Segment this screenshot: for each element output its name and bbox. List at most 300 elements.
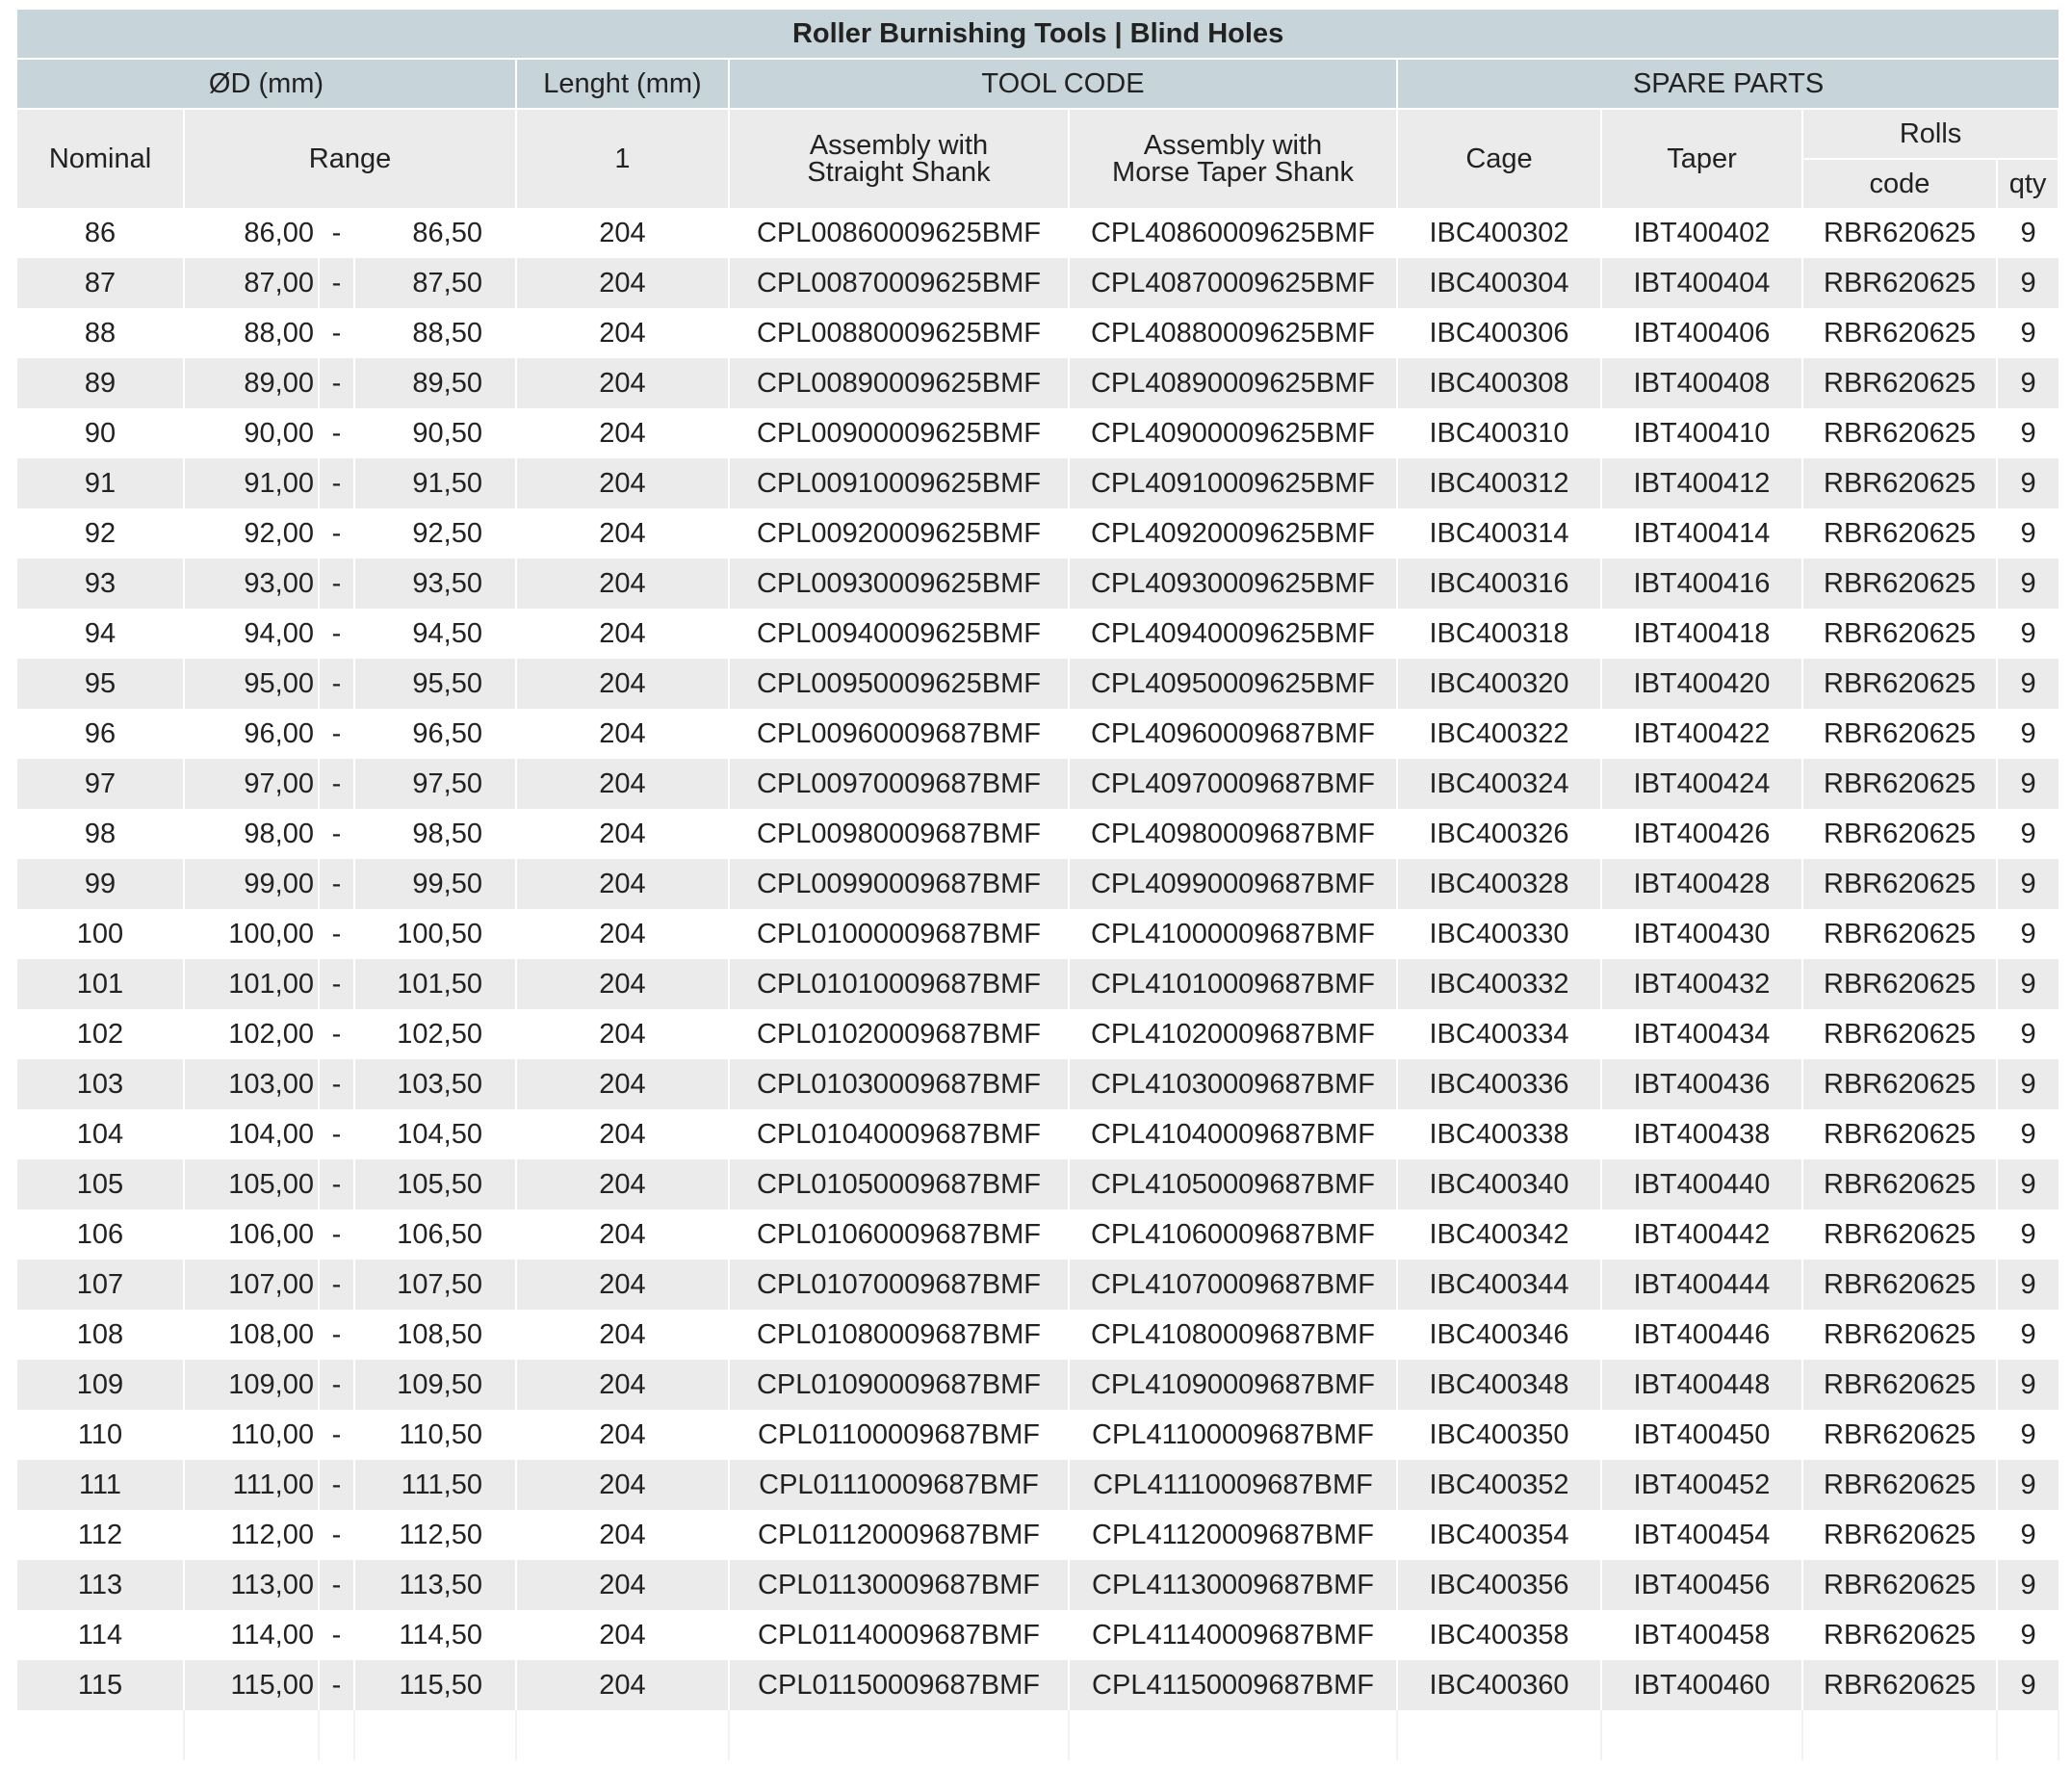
taper-code-cell: IBT400454	[1601, 1510, 1802, 1560]
straight-shank-code-cell: CPL01090009687BMF	[729, 1360, 1069, 1410]
taper-code-cell: IBT400414	[1601, 508, 1802, 559]
straight-shank-code-cell: CPL00950009625BMF	[729, 659, 1069, 709]
taper-code-cell: IBT400426	[1601, 809, 1802, 859]
nominal-cell: 102	[17, 1009, 184, 1059]
table-row	[17, 559, 2059, 609]
table-row	[17, 709, 2059, 759]
rolls-qty-cell: 9	[1997, 358, 2059, 408]
nominal-cell: 112	[17, 1510, 184, 1560]
morse-taper-code-cell: CPL40980009687BMF	[1069, 809, 1397, 859]
rolls-qty-cell: 9	[1997, 659, 2059, 709]
rolls-qty-cell: 9	[1997, 258, 2059, 308]
straight-shank-code-cell: CPL00890009625BMF	[729, 358, 1069, 408]
empty-cell	[354, 1710, 516, 1760]
taper-code-cell: IBT400438	[1601, 1109, 1802, 1159]
table-row	[17, 1510, 2059, 1560]
table-row	[17, 208, 2059, 258]
range-separator: -	[319, 1560, 354, 1610]
rolls-code-cell: RBR620625	[1802, 909, 1997, 959]
table-row	[17, 258, 2059, 308]
range-from-cell: 89,00	[184, 358, 319, 408]
table-row	[17, 809, 2059, 859]
rolls-code-cell: RBR620625	[1802, 559, 1997, 609]
length-cell: 204	[516, 1059, 729, 1109]
range-header: Range	[184, 109, 516, 208]
straight-shank-header-line1: Assembly with	[809, 130, 989, 161]
taper-code-cell: IBT400442	[1601, 1209, 1802, 1260]
range-to-cell: 99,50	[354, 859, 516, 909]
range-separator: -	[319, 1510, 354, 1560]
nominal-cell: 95	[17, 659, 184, 709]
cage-code-cell: IBC400342	[1397, 1209, 1601, 1260]
morse-taper-code-cell: CPL41060009687BMF	[1069, 1209, 1397, 1260]
taper-code-cell: IBT400410	[1601, 408, 1802, 458]
nominal-cell: 103	[17, 1059, 184, 1109]
range-to-cell: 106,50	[354, 1209, 516, 1260]
empty-cell	[1802, 1710, 1997, 1760]
rolls-code-cell: RBR620625	[1802, 258, 1997, 308]
taper-code-cell: IBT400448	[1601, 1360, 1802, 1410]
rolls-code-cell: RBR620625	[1802, 1059, 1997, 1109]
straight-shank-code-cell: CPL01140009687BMF	[729, 1610, 1069, 1660]
range-separator: -	[319, 1360, 354, 1410]
range-separator: -	[319, 1610, 354, 1660]
length-cell: 204	[516, 458, 729, 508]
nominal-cell: 104	[17, 1109, 184, 1159]
nominal-cell: 96	[17, 709, 184, 759]
straight-shank-header-line2: Straight Shank	[807, 157, 991, 188]
morse-taper-code-cell: CPL41000009687BMF	[1069, 909, 1397, 959]
range-from-cell: 103,00	[184, 1059, 319, 1109]
table-row	[17, 1660, 2059, 1710]
length-cell: 204	[516, 508, 729, 559]
morse-taper-code-cell: CPL41030009687BMF	[1069, 1059, 1397, 1109]
cage-code-cell: IBC400338	[1397, 1109, 1601, 1159]
length-cell: 204	[516, 308, 729, 358]
straight-shank-code-cell: CPL00980009687BMF	[729, 809, 1069, 859]
length-cell: 204	[516, 759, 729, 809]
morse-taper-code-cell: CPL41100009687BMF	[1069, 1410, 1397, 1460]
morse-taper-code-cell: CPL40910009625BMF	[1069, 458, 1397, 508]
cage-code-cell: IBC400336	[1397, 1059, 1601, 1109]
range-separator: -	[319, 508, 354, 559]
straight-shank-code-cell: CPL00910009625BMF	[729, 458, 1069, 508]
length-cell: 204	[516, 208, 729, 258]
nominal-cell: 87	[17, 258, 184, 308]
range-separator: -	[319, 458, 354, 508]
straight-shank-code-cell: CPL00970009687BMF	[729, 759, 1069, 809]
range-from-cell: 100,00	[184, 909, 319, 959]
range-separator: -	[319, 859, 354, 909]
straight-shank-code-cell: CPL01000009687BMF	[729, 909, 1069, 959]
rolls-qty-cell: 9	[1997, 1059, 2059, 1109]
range-separator: -	[319, 1310, 354, 1360]
taper-code-cell: IBT400458	[1601, 1610, 1802, 1660]
range-to-cell: 90,50	[354, 408, 516, 458]
cage-code-cell: IBC400322	[1397, 709, 1601, 759]
morse-taper-code-cell: CPL40880009625BMF	[1069, 308, 1397, 358]
taper-code-cell: IBT400420	[1601, 659, 1802, 709]
nominal-cell: 91	[17, 458, 184, 508]
length-cell: 204	[516, 408, 729, 458]
length-cell: 204	[516, 909, 729, 959]
table-title: Roller Burnishing Tools | Blind Holes	[17, 10, 2059, 59]
range-to-cell: 112,50	[354, 1510, 516, 1560]
rolls-code-cell: RBR620625	[1802, 1310, 1997, 1360]
rolls-code-cell: RBR620625	[1802, 358, 1997, 408]
table-row	[17, 1109, 2059, 1159]
range-from-cell: 94,00	[184, 609, 319, 659]
rolls-code-cell: RBR620625	[1802, 208, 1997, 258]
rolls-code-cell: RBR620625	[1802, 1209, 1997, 1260]
nominal-cell: 114	[17, 1610, 184, 1660]
length-cell: 204	[516, 859, 729, 909]
table-row	[17, 1560, 2059, 1610]
table-row	[17, 1159, 2059, 1209]
length-cell: 204	[516, 1560, 729, 1610]
range-separator: -	[319, 909, 354, 959]
range-separator: -	[319, 208, 354, 258]
morse-taper-header-line2: Morse Taper Shank	[1112, 157, 1354, 188]
rolls-qty-cell: 9	[1997, 1109, 2059, 1159]
table-row	[17, 508, 2059, 559]
cage-code-cell: IBC400326	[1397, 809, 1601, 859]
rolls-code-cell: RBR620625	[1802, 408, 1997, 458]
taper-code-cell: IBT400408	[1601, 358, 1802, 408]
morse-taper-code-cell: CPL41050009687BMF	[1069, 1159, 1397, 1209]
tool-code-group-header: TOOL CODE	[729, 59, 1397, 109]
range-separator: -	[319, 759, 354, 809]
cage-code-cell: IBC400334	[1397, 1009, 1601, 1059]
length-cell: 204	[516, 1209, 729, 1260]
range-from-cell: 96,00	[184, 709, 319, 759]
range-to-cell: 98,50	[354, 809, 516, 859]
rolls-code-cell: RBR620625	[1802, 1109, 1997, 1159]
empty-cell	[1397, 1710, 1601, 1760]
empty-cell	[729, 1710, 1069, 1760]
cage-code-cell: IBC400320	[1397, 659, 1601, 709]
table-row	[17, 1260, 2059, 1310]
nominal-cell: 113	[17, 1560, 184, 1610]
straight-shank-code-cell: CPL00930009625BMF	[729, 559, 1069, 609]
taper-code-cell: IBT400440	[1601, 1159, 1802, 1209]
morse-taper-header-line1: Assembly with	[1143, 130, 1323, 161]
table-row	[17, 1410, 2059, 1460]
taper-code-cell: IBT400452	[1601, 1460, 1802, 1510]
rolls-qty-cell: 9	[1997, 1510, 2059, 1560]
range-separator: -	[319, 609, 354, 659]
range-separator: -	[319, 1059, 354, 1109]
rolls-qty-cell: 9	[1997, 909, 2059, 959]
rolls-qty-cell: 9	[1997, 559, 2059, 609]
straight-shank-code-cell: CPL00880009625BMF	[729, 308, 1069, 358]
rolls-qty-cell: 9	[1997, 508, 2059, 559]
range-to-cell: 97,50	[354, 759, 516, 809]
nominal-cell: 101	[17, 959, 184, 1009]
range-from-cell: 92,00	[184, 508, 319, 559]
range-to-cell: 105,50	[354, 1159, 516, 1209]
range-separator: -	[319, 308, 354, 358]
straight-shank-code-cell: CPL01030009687BMF	[729, 1059, 1069, 1109]
range-to-cell: 91,50	[354, 458, 516, 508]
range-separator: -	[319, 1410, 354, 1460]
morse-taper-code-cell: CPL41080009687BMF	[1069, 1310, 1397, 1360]
rolls-qty-cell: 9	[1997, 308, 2059, 358]
cage-code-cell: IBC400360	[1397, 1660, 1601, 1710]
straight-shank-code-cell: CPL01130009687BMF	[729, 1560, 1069, 1610]
range-to-cell: 86,50	[354, 208, 516, 258]
cage-code-cell: IBC400324	[1397, 759, 1601, 809]
morse-taper-code-cell: CPL40960009687BMF	[1069, 709, 1397, 759]
empty-cell	[184, 1710, 319, 1760]
cage-code-cell: IBC400304	[1397, 258, 1601, 308]
range-from-cell: 93,00	[184, 559, 319, 609]
morse-taper-code-cell: CPL41140009687BMF	[1069, 1610, 1397, 1660]
straight-shank-code-cell: CPL01070009687BMF	[729, 1260, 1069, 1310]
rolls-code-cell: RBR620625	[1802, 1159, 1997, 1209]
nominal-cell: 110	[17, 1410, 184, 1460]
table-row	[17, 358, 2059, 408]
length-cell: 204	[516, 709, 729, 759]
taper-header: Taper	[1601, 109, 1802, 208]
rolls-code-cell: RBR620625	[1802, 659, 1997, 709]
cage-code-cell: IBC400316	[1397, 559, 1601, 609]
taper-code-cell: IBT400406	[1601, 308, 1802, 358]
rolls-qty-cell: 9	[1997, 1310, 2059, 1360]
range-from-cell: 88,00	[184, 308, 319, 358]
range-from-cell: 112,00	[184, 1510, 319, 1560]
range-to-cell: 102,50	[354, 1009, 516, 1059]
morse-taper-code-cell: CPL40870009625BMF	[1069, 258, 1397, 308]
straight-shank-header	[729, 109, 1069, 208]
rolls-code-cell: RBR620625	[1802, 508, 1997, 559]
table-row	[17, 859, 2059, 909]
length-cell: 204	[516, 1610, 729, 1660]
range-to-cell: 107,50	[354, 1260, 516, 1310]
rolls-qty-cell: 9	[1997, 458, 2059, 508]
rolls-qty-cell: 9	[1997, 1610, 2059, 1660]
table-row	[17, 759, 2059, 809]
range-separator: -	[319, 1209, 354, 1260]
cage-code-cell: IBC400348	[1397, 1360, 1601, 1410]
cage-code-cell: IBC400352	[1397, 1460, 1601, 1510]
straight-shank-code-cell: CPL00900009625BMF	[729, 408, 1069, 458]
nominal-header: Nominal	[17, 109, 184, 208]
length-cell: 204	[516, 1460, 729, 1510]
table-row	[17, 1360, 2059, 1410]
taper-code-cell: IBT400444	[1601, 1260, 1802, 1310]
range-from-cell: 102,00	[184, 1009, 319, 1059]
range-from-cell: 113,00	[184, 1560, 319, 1610]
range-separator: -	[319, 258, 354, 308]
length-cell: 204	[516, 959, 729, 1009]
table-row	[17, 408, 2059, 458]
straight-shank-code-cell: CPL01100009687BMF	[729, 1410, 1069, 1460]
taper-code-cell: IBT400418	[1601, 609, 1802, 659]
taper-code-cell: IBT400436	[1601, 1059, 1802, 1109]
range-to-cell: 104,50	[354, 1109, 516, 1159]
range-from-cell: 110,00	[184, 1410, 319, 1460]
morse-taper-code-cell: CPL41120009687BMF	[1069, 1510, 1397, 1560]
range-from-cell: 106,00	[184, 1209, 319, 1260]
taper-code-cell: IBT400460	[1601, 1660, 1802, 1710]
length-cell: 204	[516, 1310, 729, 1360]
length-cell: 204	[516, 659, 729, 709]
rolls-code-cell: RBR620625	[1802, 759, 1997, 809]
rolls-qty-cell: 9	[1997, 1209, 2059, 1260]
range-from-cell: 98,00	[184, 809, 319, 859]
rolls-qty-cell: 9	[1997, 1360, 2059, 1410]
morse-taper-code-cell: CPL41150009687BMF	[1069, 1660, 1397, 1710]
range-from-cell: 91,00	[184, 458, 319, 508]
rolls-code-cell: RBR620625	[1802, 809, 1997, 859]
range-from-cell: 104,00	[184, 1109, 319, 1159]
range-to-cell: 92,50	[354, 508, 516, 559]
range-to-cell: 114,50	[354, 1610, 516, 1660]
empty-cell	[1069, 1710, 1397, 1760]
taper-code-cell: IBT400450	[1601, 1410, 1802, 1460]
length-group-header: Lenght (mm)	[516, 59, 729, 109]
cage-code-cell: IBC400308	[1397, 358, 1601, 408]
range-separator: -	[319, 559, 354, 609]
straight-shank-code-cell: CPL01040009687BMF	[729, 1109, 1069, 1159]
nominal-cell: 100	[17, 909, 184, 959]
rolls-qty-cell: 9	[1997, 208, 2059, 258]
range-from-cell: 107,00	[184, 1260, 319, 1310]
table-row	[17, 1610, 2059, 1660]
nominal-cell: 105	[17, 1159, 184, 1209]
table-row	[17, 458, 2059, 508]
straight-shank-code-cell: CPL00860009625BMF	[729, 208, 1069, 258]
rolls-qty-header: qty	[1997, 159, 2059, 208]
range-to-cell: 101,50	[354, 959, 516, 1009]
range-to-cell: 100,50	[354, 909, 516, 959]
nominal-cell: 94	[17, 609, 184, 659]
spare-parts-group-header: SPARE PARTS	[1397, 59, 2059, 109]
range-from-cell: 87,00	[184, 258, 319, 308]
empty-cell	[319, 1710, 354, 1760]
length-cell: 204	[516, 358, 729, 408]
range-separator: -	[319, 709, 354, 759]
morse-taper-shank-header	[1069, 109, 1397, 208]
table-row	[17, 1460, 2059, 1510]
rolls-qty-cell: 9	[1997, 609, 2059, 659]
table-row	[17, 959, 2059, 1009]
length-cell: 204	[516, 809, 729, 859]
rolls-qty-cell: 9	[1997, 1460, 2059, 1510]
range-to-cell: 109,50	[354, 1360, 516, 1410]
rolls-code-cell: RBR620625	[1802, 1510, 1997, 1560]
cage-code-cell: IBC400310	[1397, 408, 1601, 458]
empty-cell	[1601, 1710, 1802, 1760]
cage-code-cell: IBC400344	[1397, 1260, 1601, 1310]
empty-row	[17, 1710, 2059, 1760]
taper-code-cell: IBT400434	[1601, 1009, 1802, 1059]
range-separator: -	[319, 1109, 354, 1159]
table-row	[17, 659, 2059, 709]
cage-code-cell: IBC400340	[1397, 1159, 1601, 1209]
taper-code-cell: IBT400430	[1601, 909, 1802, 959]
cage-code-cell: IBC400354	[1397, 1510, 1601, 1560]
range-separator: -	[319, 408, 354, 458]
nominal-cell: 93	[17, 559, 184, 609]
table-row	[17, 1310, 2059, 1360]
straight-shank-code-cell: CPL00920009625BMF	[729, 508, 1069, 559]
range-to-cell: 95,50	[354, 659, 516, 709]
taper-code-cell: IBT400456	[1601, 1560, 1802, 1610]
taper-code-cell: IBT400428	[1601, 859, 1802, 909]
nominal-cell: 107	[17, 1260, 184, 1310]
table-row	[17, 1209, 2059, 1260]
straight-shank-code-cell: CPL00990009687BMF	[729, 859, 1069, 909]
range-from-cell: 115,00	[184, 1660, 319, 1710]
rolls-code-header: code	[1802, 159, 1997, 208]
straight-shank-code-cell: CPL00940009625BMF	[729, 609, 1069, 659]
rolls-code-cell: RBR620625	[1802, 1360, 1997, 1410]
taper-code-cell: IBT400404	[1601, 258, 1802, 308]
rolls-code-cell: RBR620625	[1802, 1660, 1997, 1710]
range-separator: -	[319, 1159, 354, 1209]
rolls-qty-cell: 9	[1997, 1410, 2059, 1460]
range-separator: -	[319, 659, 354, 709]
length-cell: 204	[516, 1159, 729, 1209]
range-separator: -	[319, 1660, 354, 1710]
range-to-cell: 88,50	[354, 308, 516, 358]
rolls-qty-cell: 9	[1997, 959, 2059, 1009]
cage-code-cell: IBC400332	[1397, 959, 1601, 1009]
range-from-cell: 108,00	[184, 1310, 319, 1360]
cage-code-cell: IBC400346	[1397, 1310, 1601, 1360]
nominal-cell: 97	[17, 759, 184, 809]
empty-cell	[1997, 1710, 2059, 1760]
empty-cell	[17, 1710, 184, 1760]
rolls-header: Rolls	[1802, 109, 2059, 159]
range-separator: -	[319, 1009, 354, 1059]
table-row	[17, 308, 2059, 358]
length-cell: 204	[516, 1109, 729, 1159]
taper-code-cell: IBT400446	[1601, 1310, 1802, 1360]
rolls-code-cell: RBR620625	[1802, 1260, 1997, 1310]
nominal-cell: 111	[17, 1460, 184, 1510]
diameter-group-header: ØD (mm)	[17, 59, 516, 109]
rolls-code-cell: RBR620625	[1802, 1610, 1997, 1660]
taper-code-cell: IBT400424	[1601, 759, 1802, 809]
rolls-code-cell: RBR620625	[1802, 1410, 1997, 1460]
rolls-qty-cell: 9	[1997, 709, 2059, 759]
range-to-cell: 87,50	[354, 258, 516, 308]
morse-taper-code-cell: CPL40930009625BMF	[1069, 559, 1397, 609]
cage-code-cell: IBC400318	[1397, 609, 1601, 659]
nominal-cell: 92	[17, 508, 184, 559]
cage-code-cell: IBC400306	[1397, 308, 1601, 358]
length-cell: 204	[516, 609, 729, 659]
product-table-container	[17, 10, 2059, 1760]
range-to-cell: 108,50	[354, 1310, 516, 1360]
morse-taper-code-cell: CPL40970009687BMF	[1069, 759, 1397, 809]
range-to-cell: 89,50	[354, 358, 516, 408]
rolls-qty-cell: 9	[1997, 759, 2059, 809]
range-from-cell: 111,00	[184, 1460, 319, 1510]
straight-shank-code-cell: CPL01060009687BMF	[729, 1209, 1069, 1260]
rolls-code-cell: RBR620625	[1802, 709, 1997, 759]
morse-taper-code-cell: CPL40920009625BMF	[1069, 508, 1397, 559]
cage-code-cell: IBC400312	[1397, 458, 1601, 508]
table-row	[17, 909, 2059, 959]
length-cell: 204	[516, 258, 729, 308]
table-row	[17, 1009, 2059, 1059]
range-from-cell: 101,00	[184, 959, 319, 1009]
morse-taper-code-cell: CPL41130009687BMF	[1069, 1560, 1397, 1610]
